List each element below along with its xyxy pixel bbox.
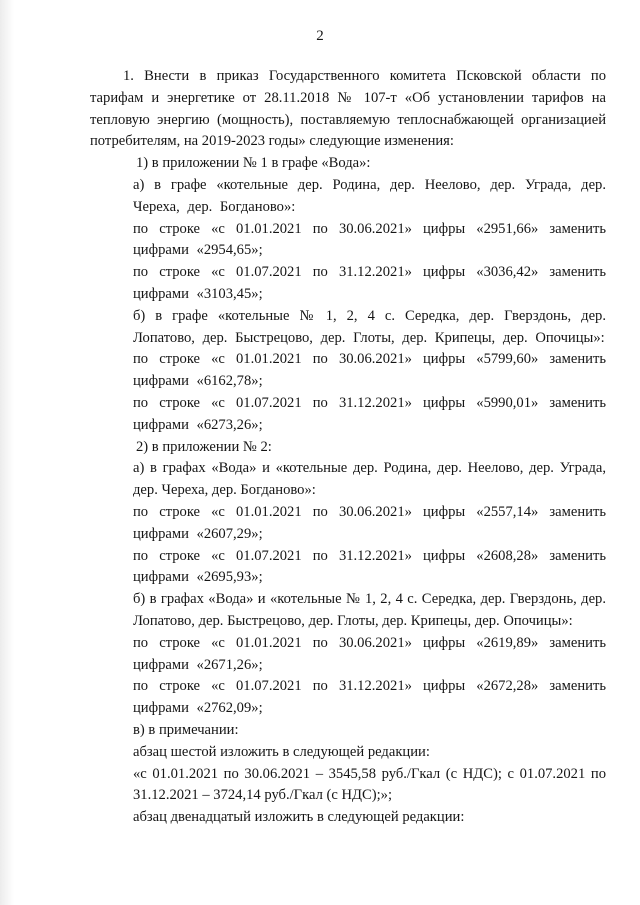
paragraph-column-b: б) в графе «котельные № 1, 2, 4 с. Середка, дер. Гверздонь, дер. Лопатово, дер. Быстрецово, дер. Глоты, дер. Крипецы, дер. Опочицы»:	[133, 307, 606, 346]
paragraph-note: в) в примечании:	[133, 721, 239, 738]
paragraph-subitem-2: 2) в приложении № 2:	[136, 438, 272, 455]
paragraph-row-change: по строке «с 01.01.2021 по 30.06.2021» цифры «2951,66» заменить цифрами «2954,65»;	[133, 220, 606, 259]
scan-edge-shadow	[0, 0, 14, 905]
paragraph-item-1: 1. Внести в приказ Государственного комитета Псковской области по тарифам и энергетике от 28.11.2018 № 107-т «Об установлении тарифов на тепловую энергию (мощность), поставляемую теплоснабжающей организацией потребителям, на 2019-2023 годы» следующие изменения:	[90, 68, 606, 150]
paragraph-column-a: а) в графе «котельные дер. Родина, дер. Неелово, дер. Уграда, дер. Череха, дер. Богданово»:	[133, 176, 606, 215]
paragraph-column-a: а) в графах «Вода» и «котельные дер. Родина, дер. Неелово, дер. Уграда, дер. Череха, дер. Богданово»:	[133, 460, 606, 499]
paragraph-row-change: по строке «с 01.07.2021 по 31.12.2021» цифры «5990,01» заменить цифрами «6273,26»;	[133, 394, 606, 433]
page-number: 2	[316, 28, 324, 44]
paragraph-note-sixth-text: «с 01.01.2021 по 30.06.2021 – 3545,58 руб./Гкал (с НДС); с 01.07.2021 по 31.12.2021 – 3724,14 руб./Гкал (с НДС);»;	[133, 765, 606, 804]
paragraph-column-b: б) в графах «Вода» и «котельные № 1, 2, 4 с. Середка, дер. Гверздонь, дер. Лопатово, дер. Быстрецово, дер. Глоты, дер. Крипецы, дер. Опочицы»:	[133, 591, 606, 629]
paragraph-row-change: по строке «с 01.01.2021 по 30.06.2021» цифры «5799,60» заменить цифрами «6162,78»;	[133, 351, 606, 390]
paragraph-note-sixth: абзац шестой изложить в следующей редакции:	[133, 743, 430, 760]
paragraph-row-change: по строке «с 01.01.2021 по 30.06.2021» цифры «2557,14» заменить цифрами «2607,29»;	[133, 503, 606, 542]
paragraph-row-change: по строке «с 01.07.2021 по 31.12.2021» цифры «2608,28» заменить цифрами «2695,93»;	[133, 547, 606, 586]
paragraph-subitem-1: 1) в приложении № 1 в графе «Вода»:	[136, 155, 371, 172]
paragraph-row-change: по строке «с 01.07.2021 по 31.12.2021» цифры «2672,28» заменить цифрами «2762,09»;	[133, 678, 606, 717]
paragraph-note-twelfth: абзац двенадцатый изложить в следующей редакции:	[133, 809, 465, 826]
paragraph-row-change: по строке «с 01.01.2021 по 30.06.2021» цифры «2619,89» заменить цифрами «2671,26»;	[133, 634, 606, 673]
paragraph-row-change: по строке «с 01.07.2021 по 31.12.2021» цифры «3036,42» заменить цифрами «3103,45»;	[133, 264, 606, 302]
document-body	[90, 66, 606, 829]
